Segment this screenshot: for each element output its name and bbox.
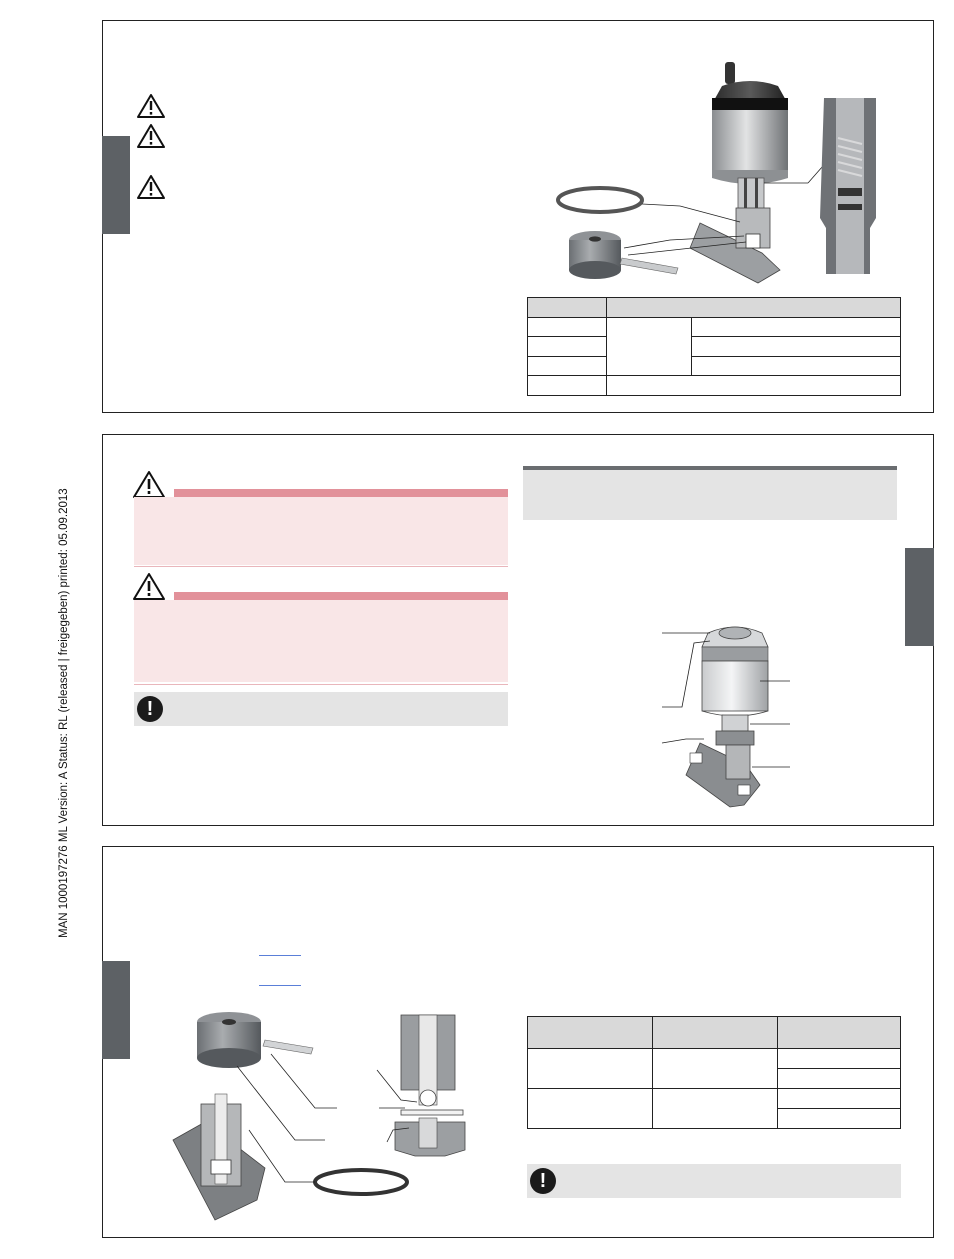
plug-replacement-illustration [165,1010,470,1225]
cross-reference-link[interactable] [259,985,301,986]
exclamation-circle-icon [530,1168,556,1194]
valve-overview-illustration [660,615,795,810]
section-heading-box [523,470,897,520]
notice-box [134,692,508,726]
cross-reference-link[interactable] [259,955,301,956]
section-tab-3 [102,961,130,1059]
warning-triangle-icon [133,471,165,498]
warning-triangle-icon [133,573,165,600]
divider [134,566,508,567]
panel-1-table [527,297,901,396]
warning-triangle-icon [137,94,165,118]
panel-3-table [527,1016,901,1129]
warning-message-box [134,600,508,682]
warning-header-bar [174,592,508,600]
warning-triangle-icon [137,124,165,148]
warning-message-box [134,497,508,565]
exclamation-circle-icon [137,696,163,722]
section-tab-1 [102,136,130,234]
divider [134,684,508,685]
section-tab-2 [905,548,934,646]
notice-box [527,1164,901,1198]
document-revision-text: MAN 1000197276 ML Version: A Status: RL (released | freigegeben) printed: 05.09.2013 [58,488,70,938]
actuator-assembly-illustration [550,58,890,283]
warning-triangle-icon [137,175,165,199]
warning-header-bar [174,489,508,497]
